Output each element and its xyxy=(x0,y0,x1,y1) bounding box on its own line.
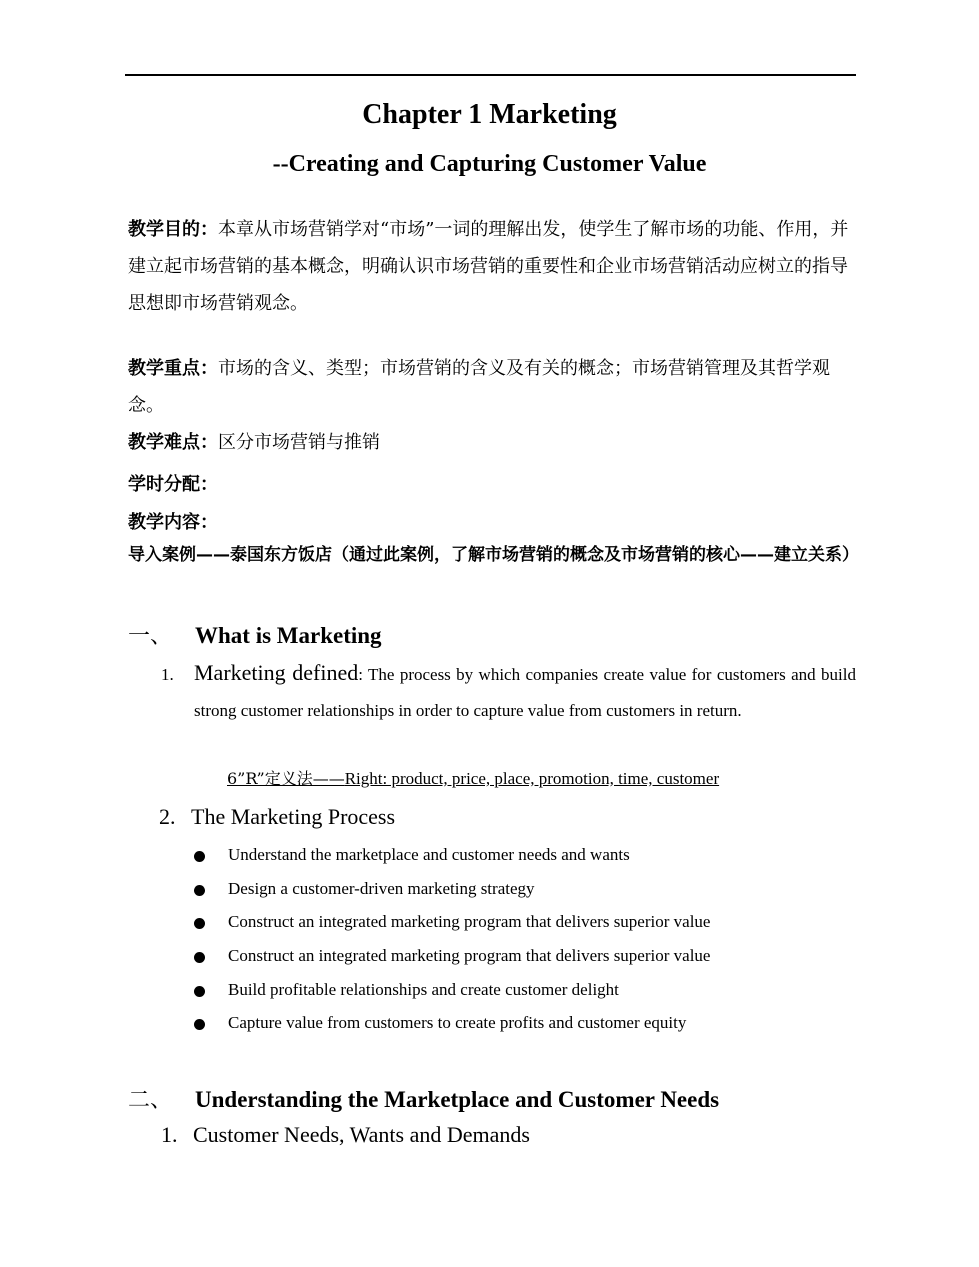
section-2-number: 二、 xyxy=(128,1088,173,1113)
bullet-dot-icon xyxy=(194,885,205,896)
marketing-definition xyxy=(194,655,856,729)
difficulties-label: 教学难点： xyxy=(128,432,218,453)
bullet-text: Construct an integrated marketing program that delivers superior value xyxy=(228,912,711,931)
section-1-title: What is Marketing xyxy=(195,623,382,648)
key-points-text: 市场的含义、类型；市场营销的含义及有关的概念；市场营销管理及其哲学观念。 xyxy=(128,358,830,416)
chapter-title: Chapter 1 Marketing xyxy=(362,99,617,130)
item-2-heading xyxy=(159,804,395,830)
section-1-heading xyxy=(128,619,382,650)
section-2-item-1-number: 1. xyxy=(161,1122,178,1147)
bullet-text: Build profitable relationships and create customer delight xyxy=(228,980,619,999)
item-2-number: 2. xyxy=(159,804,176,829)
objectives-label: 教学目的： xyxy=(128,219,218,240)
marketing-defined-term: Marketing defined xyxy=(194,660,359,685)
six-r-list: Right: product, price, place, promotion, time, customer xyxy=(344,769,720,788)
teaching-objectives xyxy=(128,211,856,322)
bullet-dot-icon xyxy=(194,918,205,929)
hours-label: 学时分配： xyxy=(128,474,218,495)
header-rule xyxy=(125,74,856,76)
section-2-item-1 xyxy=(161,1122,530,1148)
section-2-heading xyxy=(128,1083,719,1114)
bullet-dot-icon xyxy=(194,986,205,997)
section-1-number: 一、 xyxy=(128,624,173,649)
six-r-definition xyxy=(227,766,719,789)
bullet-text: Construct an integrated marketing program that delivers superior value xyxy=(228,946,711,965)
bullet-text: Design a customer-driven marketing strategy xyxy=(228,879,535,898)
item-1-number: 1. xyxy=(161,665,174,684)
content-label: 教学内容： xyxy=(128,512,218,533)
bullet-text: Capture value from customers to create profits and customer equity xyxy=(228,1013,687,1032)
bullet-text: Understand the marketplace and customer needs and wants xyxy=(228,845,630,864)
key-points-label: 教学重点： xyxy=(128,358,218,379)
bullet-dot-icon xyxy=(194,851,205,862)
objectives-text: 本章从市场营销学对“市场”一词的理解出发，使学生了解市场的功能、作用，并建立起市场营销的基本概念，明确认识市场营销的重要性和企业市场营销活动应树立的指导思想即市场营销观念。 xyxy=(128,219,849,314)
section-2-title: Understanding the Marketplace and Customer Needs xyxy=(195,1087,720,1112)
difficulties-text: 区分市场营销与推销 xyxy=(218,432,380,453)
chapter-subtitle: --Creating and Capturing Customer Value xyxy=(272,151,707,177)
teaching-difficulties xyxy=(128,424,856,461)
bullet-dot-icon xyxy=(194,952,205,963)
section-2-item-1-title: Customer Needs, Wants and Demands xyxy=(193,1122,530,1147)
bullet-dot-icon xyxy=(194,1019,205,1030)
teaching-key-points xyxy=(128,350,856,424)
six-r-label: 6”R”定义法—— xyxy=(227,769,345,788)
item-2-title: The Marketing Process xyxy=(191,804,396,829)
intro-case: 导入案例——泰国东方饭店（通过此案例，了解市场营销的概念及市场营销的核心——建立关系） xyxy=(128,545,859,565)
marketing-defined-text: : The process by which companies create value for customers and build strong customer relationships in order to capture value from customers in return. xyxy=(194,665,856,720)
